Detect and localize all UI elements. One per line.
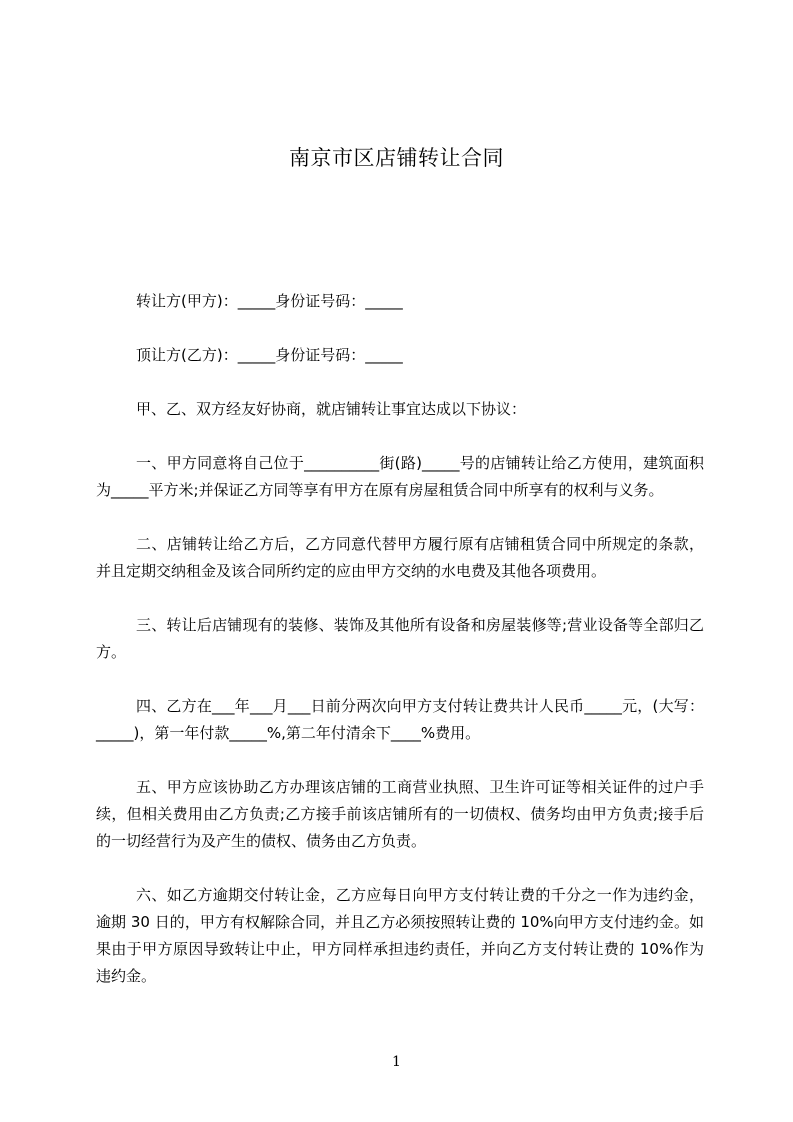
party-b-line: 顶让方(乙方)：_____身份证号码：_____: [136, 346, 403, 364]
document-title: 南京市区店铺转让合同: [289, 146, 504, 170]
document-body: [96, 288, 704, 1017]
clause-3: 三、转让后店铺现有的装修、装饰及其他所有设备和房屋装修等;营业设备等全部归乙方。: [96, 616, 704, 661]
agreement-intro: 甲、乙、双方经友好协商，就店铺转让事宜达成以下协议：: [136, 400, 527, 418]
party-a-line: 转让方(甲方)：_____身份证号码：_____: [136, 292, 403, 310]
clause-1: 一、甲方同意将自己位于__________街(路)_____号的店铺转让给乙方使用，建筑面积为_____平方米;并保证乙方同等享有甲方在原有房屋租赁合同中所享有的权利与义务。: [96, 454, 704, 499]
clause-6: 六、如乙方逾期交付转让金，乙方应每日向甲方支付转让费的千分之一作为违约金，逾期 30 日的，甲方有权解除合同，并且乙方必须按照转让费的 10%向甲方支付违约金。如果由于甲方原因导致转让中止，甲方同样承担违约责任，并向乙方支付转让费的 10%作为违约金。: [96, 886, 704, 985]
clause-4: 四、乙方在___年___月___日前分两次向甲方支付转让费共计人民币_____元，(大写：_____)，第一年付款_____%,第二年付清余下____%费用。: [96, 697, 704, 742]
clause-5: 五、甲方应该协助乙方办理该店铺的工商营业执照、卫生许可证等相关证件的过户手续，但相关费用由乙方负责;乙方接手前该店铺所有的一切债权、债务均由甲方负责;接手后的一切经营行为及产生的债权、债务由乙方负责。: [96, 778, 704, 850]
page-number: 1: [392, 1054, 401, 1070]
clause-2: 二、店铺转让给乙方后，乙方同意代替甲方履行原有店铺租赁合同中所规定的条款，并且定期交纳租金及该合同所约定的应由甲方交纳的水电费及其他各项费用。: [96, 535, 704, 580]
